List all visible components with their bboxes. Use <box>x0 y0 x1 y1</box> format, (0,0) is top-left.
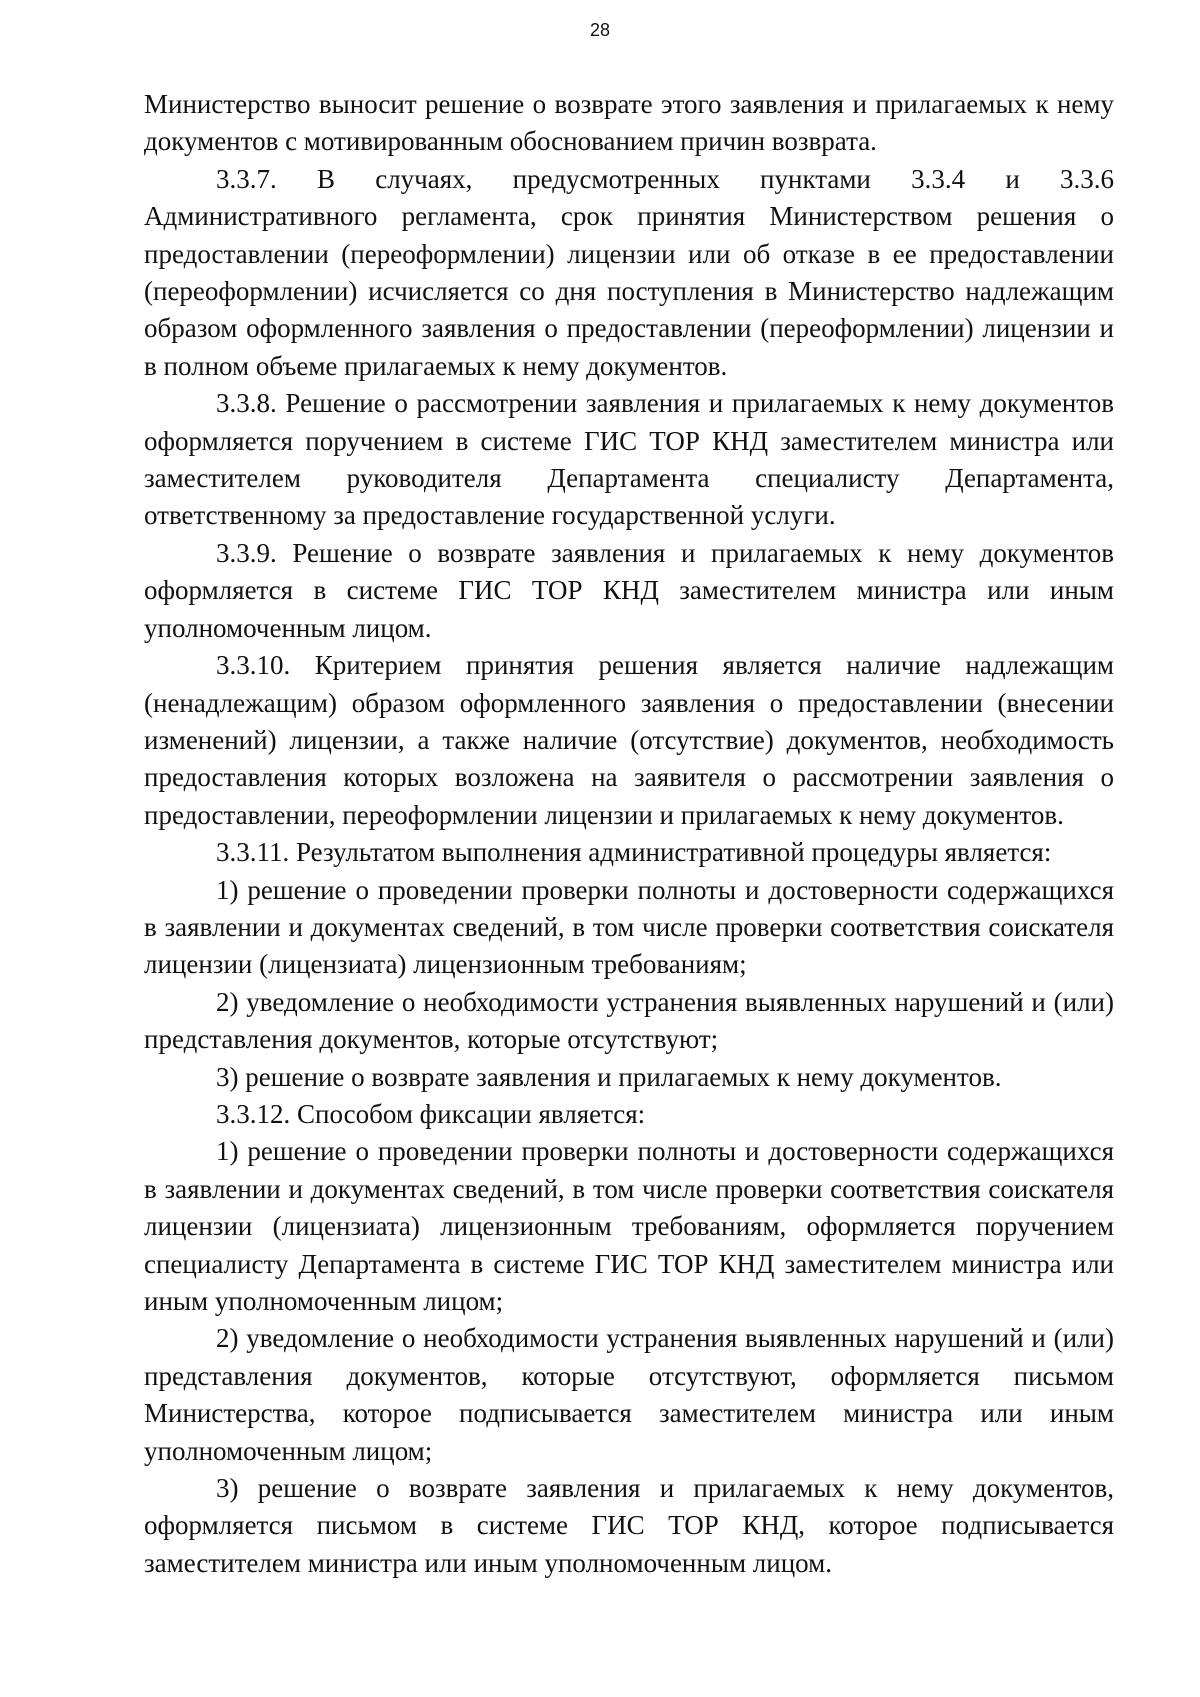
paragraph-3-3-11: 3.3.11. Результатом выполнения административной процедуры является: <box>216 837 1052 868</box>
paragraph-3-3-10: 3.3.10. Критерием принятия решения является наличие надлежащим (ненадлежащим) образом оформленного заявления о предоставлении (внесении изменений) лицензии, а также наличие (отсутствие) документов, необходимость предоставления которых возложена на заявителя о рассмотрении заявления о предоставлении, переоформлении лицензии и прилагаемых к нему документов. <box>144 650 1114 830</box>
list-item-3-3-12-1: 1) решение о проведении проверки полноты и достоверности содержащихся в заявлении и документах сведений, в том числе проверки соответствия соискателя лицензии (лицензиата) лицензионным требованиям, оформляется поручением специалисту Департамента в системе ГИС ТОР КНД заместителем министра или иным уполномоченным лицом; <box>144 1136 1114 1316</box>
list-item-3-3-11-1: 1) решение о проведении проверки полноты и достоверности содержащихся в заявлении и документах сведений, в том числе проверки соответствия соискателя лицензии (лицензиата) лицензионным требованиям; <box>144 874 1114 980</box>
paragraph-3-3-7: 3.3.7. В случаях, предусмотренных пунктами 3.3.4 и 3.3.6 Административного регламента, срок принятия Министерством решения о предоставлении (переоформлении) лицензии или об отказе в ее предоставлении (переоформлении) исчисляется со дня поступления в Министерство надлежащим образом оформленного заявления о предоставлении (переоформлении) лицензии и в полном объеме прилагаемых к нему документов. <box>144 163 1114 381</box>
page-number: 28 <box>589 20 611 40</box>
list-item-3-3-12-3: 3) решение о возврате заявления и прилагаемых к нему документов, оформляется письмом в системе ГИС ТОР КНД, которое подписывается заместителем министра или иным уполномоченным лицом. <box>144 1473 1114 1578</box>
list-item-3-3-12-2: 2) уведомление о необходимости устранения выявленных нарушений и (или) представления документов, которые отсутствуют, оформляется письмом Министерства, которое подписывается заместителем министра или иным уполномоченным лицом; <box>144 1323 1114 1466</box>
paragraph-3-3-8: 3.3.8. Решение о рассмотрении заявления и прилагаемых к нему документов оформляется поручением в системе ГИС ТОР КНД заместителем министра или заместителем руководителя Департамента специалисту Департамента, ответственному за предоставление государственной услуги. <box>144 388 1114 531</box>
list-item-3-3-11-3: 3) решение о возврате заявления и прилагаемых к нему документов. <box>216 1061 1002 1092</box>
paragraph-3-3-12: 3.3.12. Способом фиксации является: <box>216 1098 646 1129</box>
paragraph-continuation: Министерство выносит решение о возврате этого заявления и прилагаемых к нему документов с мотивированным обоснованием причин возврата. <box>144 89 1114 157</box>
paragraph-3-3-9: 3.3.9. Решение о возврате заявления и прилагаемых к нему документов оформляется в системе ГИС ТОР КНД заместителем министра или иным уполномоченным лицом. <box>144 537 1114 643</box>
document-body <box>144 86 1114 1582</box>
list-item-3-3-11-2: 2) уведомление о необходимости устранения выявленных нарушений и (или) представления документов, которые отсутствуют; <box>144 986 1114 1055</box>
